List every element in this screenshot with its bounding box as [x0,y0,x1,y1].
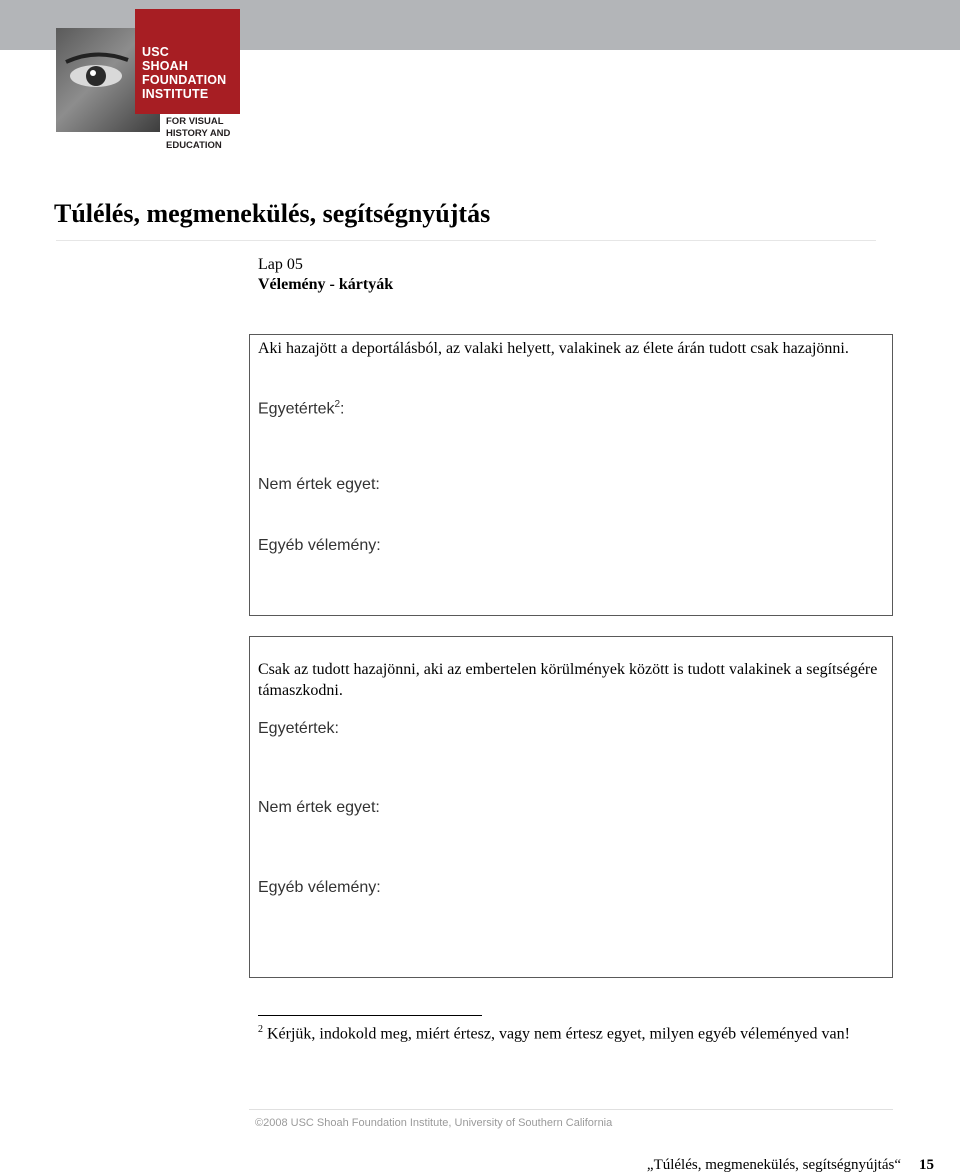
opinion-card-1 [249,334,893,616]
logo-line: USC [142,45,169,59]
logo-line: FOUNDATION [142,73,227,87]
logo-text [142,45,226,101]
other-opinion-label: Egyéb vélemény: [258,537,381,554]
page-title: Túlélés, megmenekülés, segítségnyújtás [54,199,491,228]
logo-sub-line: EDUCATION [166,140,222,151]
opinion-card-2 [249,636,893,978]
logo-line: SHOAH [142,59,189,73]
lap-title: Vélemény - kártyák [258,276,394,293]
logo-sub-line: FOR VISUAL [166,116,224,127]
card-statement: Aki hazajött a deportálásból, az valaki helyett, valakinek az élete árán tudott csak hazajönni. [258,340,849,357]
disagree-label: Nem értek egyet: [258,799,380,816]
agree-text: Egyetértek [258,400,335,418]
agree-label [258,399,345,418]
page-number: 15 [919,1157,934,1173]
logo-subtitle [166,116,230,152]
footnote-ref: 2 [334,399,341,410]
footnote-divider [258,1015,482,1016]
footnote-number: 2 [258,1024,263,1035]
disagree-label: Nem értek egyet: [258,476,380,493]
copyright-divider [249,1109,893,1110]
other-opinion-label: Egyéb vélemény: [258,879,381,896]
card-statement: Csak az tudott hazajönni, aki az embertelen körülmények között is tudott valakinek a segítségére támaszkodni. [258,661,878,699]
footer-title: „Túlélés, megmenekülés, segítségnyújtás“ [646,1157,901,1173]
logo-line: INSTITUTE [142,87,209,101]
copyright: ©2008 USC Shoah Foundation Institute, University of Southern California [255,1117,613,1129]
lap-number: Lap 05 [258,256,303,273]
footnote-text: Kérjük, indokold meg, miért értesz, vagy nem értesz egyet, milyen egyéb véleményed van! [263,1025,850,1043]
logo-sub-line: HISTORY AND [166,128,231,139]
agree-suffix: : [340,400,345,418]
agree-label: Egyetértek: [258,720,339,737]
footnote [258,1019,898,1044]
title-divider [56,240,876,241]
page-footer [647,1157,934,1174]
